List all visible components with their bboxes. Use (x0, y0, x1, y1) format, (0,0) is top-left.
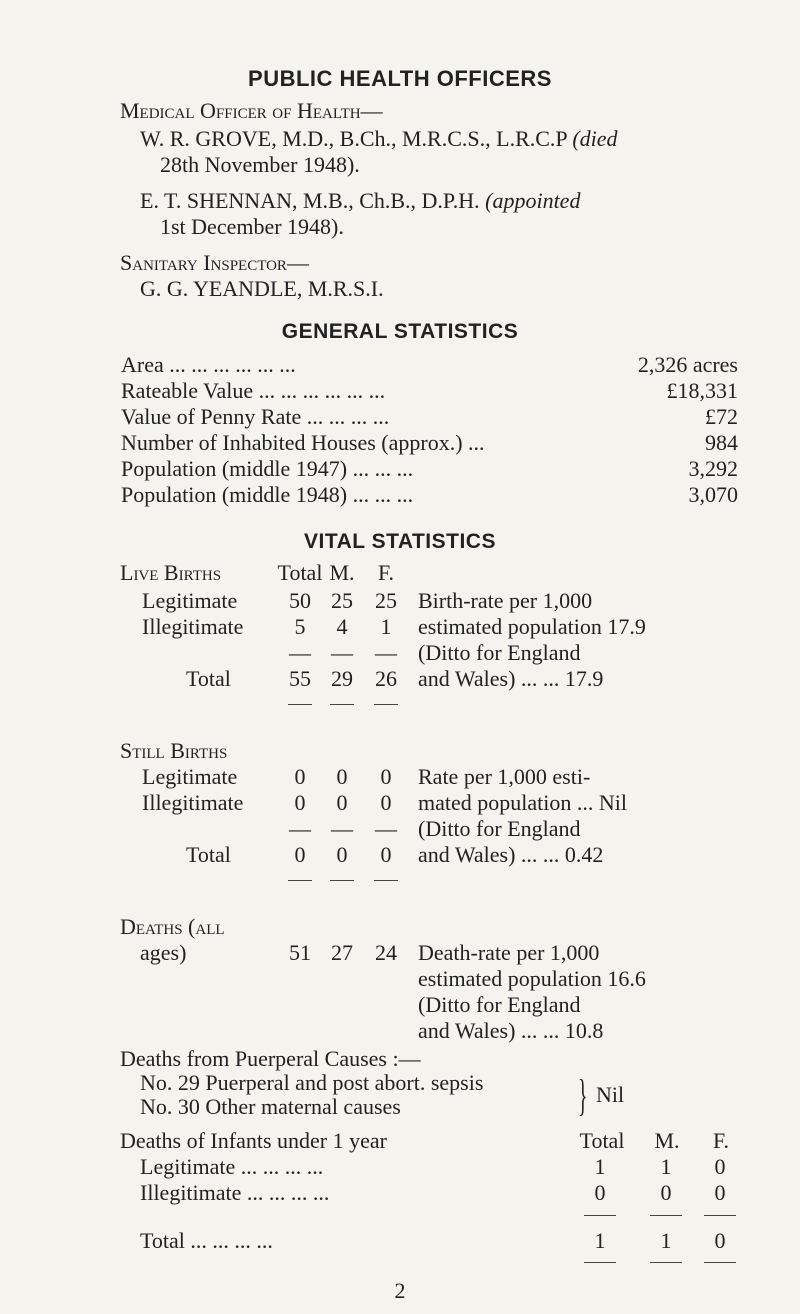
still-legit-m: 0 (336, 764, 348, 789)
puerperal-heading: Deaths from Puerperal Causes :— (120, 1046, 421, 1071)
page-title: PUBLIC HEALTH OFFICERS (248, 66, 552, 91)
general-row-value: £18,331 (666, 378, 738, 403)
death-rate-note: Death-rate per 1,000 (418, 940, 600, 965)
still-rate-note: (Ditto for England (418, 816, 581, 841)
infants-col-m: M. (654, 1128, 680, 1153)
live-legit-total: 50 (289, 588, 311, 613)
deaths-m: 27 (331, 940, 353, 965)
infants-col-total: Total (579, 1128, 625, 1153)
live-total-m: 29 (331, 666, 353, 691)
still-total-m: 0 (336, 842, 348, 867)
deaths-heading: Deaths (all (120, 914, 225, 939)
still-rate-note: and Wales) ... ... 0.42 (418, 842, 604, 867)
still-total-label: Total (186, 842, 231, 867)
puerperal-line: No. 29 Puerperal and post abort. sepsis (140, 1070, 484, 1095)
puerperal-value: Nil (596, 1082, 625, 1107)
still-total-f: 0 (380, 842, 392, 867)
general-row-label: Area ... ... ... ... ... ... (121, 352, 296, 377)
infants-total-label: Total ... ... ... ... (140, 1228, 273, 1253)
infants-illeg-label: Illegitimate ... ... ... ... (140, 1180, 330, 1205)
still-births-heading: Still Births (120, 738, 228, 763)
moh1-note: (died (572, 126, 618, 151)
infants-total-total: 1 (594, 1228, 606, 1253)
still-dash: — (331, 816, 353, 841)
moh2-note: (appointed (485, 188, 581, 213)
live-total-total: 55 (289, 666, 311, 691)
general-row-value: 3,292 (688, 456, 738, 481)
general-row-label: Number of Inhabited Houses (approx.) ... (121, 430, 485, 455)
live-total-f: 26 (375, 666, 397, 691)
col-total-header: Total (277, 560, 323, 585)
deaths-total: 51 (289, 940, 311, 965)
divider (704, 1215, 736, 1216)
divider (584, 1215, 616, 1216)
still-illeg-m: 0 (336, 790, 348, 815)
birth-rate-note: (Ditto for England (418, 640, 581, 665)
infants-total-m: 1 (660, 1228, 672, 1253)
divider (288, 704, 312, 705)
general-row-value: £72 (705, 404, 738, 429)
si-name: G. G. YEANDLE, M.R.S.I. (140, 276, 384, 301)
still-illeg-total: 0 (294, 790, 306, 815)
divider (584, 1262, 616, 1263)
infants-legit-m: 1 (660, 1154, 672, 1179)
col-f-header: F. (378, 560, 394, 585)
infants-illeg-f: 0 (714, 1180, 726, 1205)
general-row-label: Rateable Value ... ... ... ... ... ... (121, 378, 386, 403)
still-illeg-f: 0 (380, 790, 392, 815)
still-legit-total: 0 (294, 764, 306, 789)
live-illeg-m: 4 (336, 614, 348, 639)
divider (374, 880, 398, 881)
divider (374, 704, 398, 705)
general-row-label: Population (middle 1948) ... ... ... (121, 482, 414, 507)
si-heading: Sanitary Inspector— (120, 250, 309, 275)
live-legit-f: 25 (375, 588, 397, 613)
infants-total-f: 0 (714, 1228, 726, 1253)
live-dash: — (331, 640, 353, 665)
divider (650, 1215, 682, 1216)
infants-legit-total: 1 (594, 1154, 606, 1179)
infants-legit-label: Legitimate ... ... ... ... (140, 1154, 324, 1179)
still-rate-note: Rate per 1,000 esti- (418, 764, 591, 789)
divider (650, 1262, 682, 1263)
divider (704, 1262, 736, 1263)
still-rate-note: mated population ... Nil (418, 790, 627, 815)
live-illeg-label: Illegitimate (142, 614, 244, 639)
infants-heading: Deaths of Infants under 1 year (120, 1128, 387, 1153)
puerperal-line: No. 30 Other maternal causes (140, 1094, 401, 1119)
still-legit-f: 0 (380, 764, 392, 789)
death-rate-note: and Wales) ... ... 10.8 (418, 1018, 604, 1043)
col-m-header: M. (329, 560, 355, 585)
moh1-name: W. R. GROVE, M.D., B.Ch., M.R.C.S., L.R.C.P (died (140, 126, 618, 151)
still-total-total: 0 (294, 842, 306, 867)
live-legit-label: Legitimate (142, 588, 238, 613)
infants-illeg-m: 0 (660, 1180, 672, 1205)
live-dash: — (375, 640, 397, 665)
still-illeg-label: Illegitimate (142, 790, 244, 815)
deaths-heading: ages) (140, 940, 187, 965)
birth-rate-note: Birth-rate per 1,000 (418, 588, 593, 613)
live-dash: — (289, 640, 311, 665)
general-row-value: 3,070 (688, 482, 738, 507)
divider (330, 704, 354, 705)
moh2-date: 1st December 1948). (160, 214, 344, 239)
general-row-value: 2,326 acres (637, 352, 738, 377)
infants-legit-f: 0 (714, 1154, 726, 1179)
page-number: 2 (394, 1278, 406, 1303)
birth-rate-note: and Wales) ... ... 17.9 (418, 666, 604, 691)
live-illeg-total: 5 (294, 614, 306, 639)
general-row-value: 984 (705, 430, 738, 455)
general-row-label: Value of Penny Rate ... ... ... ... (121, 404, 390, 429)
live-illeg-f: 1 (380, 614, 392, 639)
brace-icon: } (578, 1071, 588, 1120)
live-legit-m: 25 (331, 588, 353, 613)
moh1-date: 28th November 1948). (160, 152, 360, 177)
vital-title: VITAL STATISTICS (304, 530, 496, 553)
death-rate-note: (Ditto for England (418, 992, 581, 1017)
death-rate-note: estimated population 16.6 (418, 966, 646, 991)
birth-rate-note: estimated population 17.9 (418, 614, 646, 639)
infants-col-f: F. (713, 1128, 729, 1153)
moh2-name: E. T. SHENNAN, M.B., Ch.B., D.P.H. (appointed (140, 188, 581, 213)
live-total-label: Total (186, 666, 231, 691)
moh-heading: Medical Officer of Health— (120, 98, 383, 123)
still-dash: — (375, 816, 397, 841)
still-dash: — (289, 816, 311, 841)
deaths-f: 24 (375, 940, 397, 965)
divider (288, 880, 312, 881)
live-births-heading: Live Births (120, 560, 222, 585)
still-legit-label: Legitimate (142, 764, 238, 789)
divider (330, 880, 354, 881)
general-row-label: Population (middle 1947) ... ... ... (121, 456, 414, 481)
infants-illeg-total: 0 (594, 1180, 606, 1205)
general-title: GENERAL STATISTICS (281, 320, 519, 343)
